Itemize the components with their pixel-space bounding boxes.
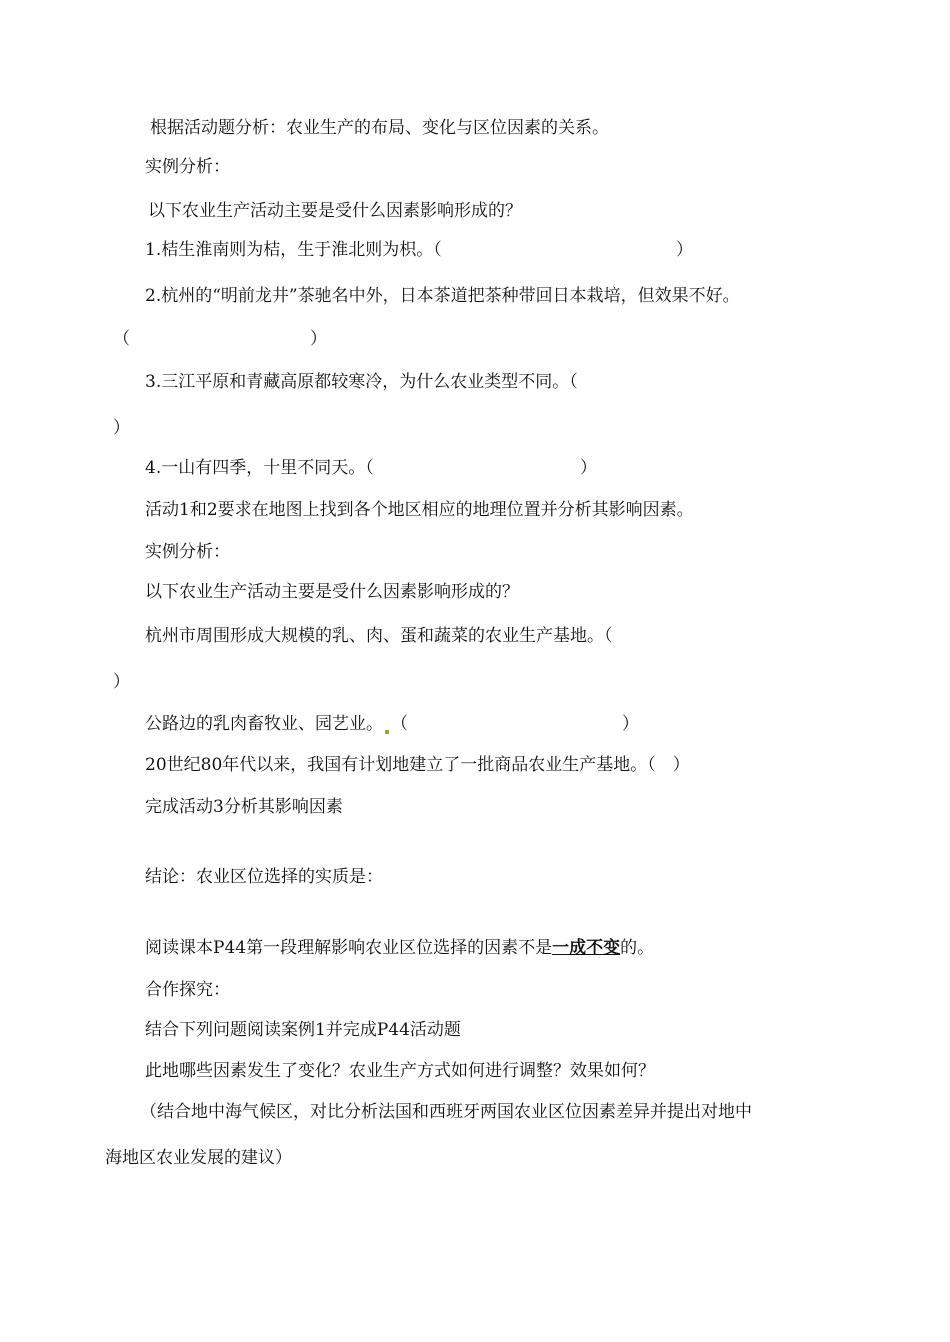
text-line-11: 杭州市周围形成大规模的乳、肉、蛋和蔬菜的农业生产基地。（: [145, 626, 613, 646]
paren-close-2: ）: [310, 329, 327, 349]
text-line-2: 实例分析：: [145, 157, 230, 177]
paren-close-5: ）: [113, 672, 130, 692]
text-line-5: 2.杭州的“明前龙井”茶驰名中外，日本茶道把茶种带回日本栽培，但效果不好。: [145, 286, 740, 306]
text-line-17: 合作探究：: [145, 980, 230, 1000]
text-line-19: 此地哪些因素发生了变化？农业生产方式如何进行调整？效果如何？: [145, 1061, 655, 1081]
paren-close-1: ）: [676, 240, 693, 260]
paren-close-4: ）: [580, 458, 597, 478]
paren-close-6: ）: [622, 714, 639, 734]
text-line-15: 结论：农业区位选择的实质是：: [145, 867, 383, 887]
text-line-3: 以下农业生产活动主要是受什么因素影响形成的？: [148, 201, 522, 221]
underlined-term: 一成不变: [552, 938, 621, 958]
text-line-12-label: 公路边的乳肉畜牧业、园艺业。: [145, 714, 383, 734]
text-line-8: 活动1和2要求在地图上找到各个地区相应的地理位置并分析其影响因素。: [145, 500, 694, 520]
text-line-20: （结合地中海气候区，对比分析法国和西班牙两国农业区位因素差异并提出对地中: [140, 1102, 752, 1122]
text-line-14: 完成活动3分析其影响因素: [145, 797, 343, 817]
text-line-7: 4.一山有四季，十里不同天。（: [145, 458, 374, 478]
text-line-16-label: 阅读课本P44第一段理解影响农业区位选择的因素不是: [145, 938, 553, 958]
text-line-16: [145, 936, 654, 960]
text-line-16-end: 的。: [620, 938, 655, 958]
text-line-18: 结合下列问题阅读案例1并完成P44活动题: [145, 1020, 461, 1040]
paren-open-2: （: [113, 329, 130, 349]
text-line-13: 20世纪80年代以来，我国有计划地建立了一批商品农业生产基地。（ ）: [145, 755, 690, 775]
text-line-1: 根据活动题分析：农业生产的布局、变化与区位因素的关系。: [150, 118, 609, 138]
text-line-12: [145, 712, 408, 736]
text-line-9: 实例分析：: [145, 542, 230, 562]
paren-close-3: ）: [113, 418, 130, 438]
text-line-21: 海地区农业发展的建议）: [105, 1148, 292, 1168]
text-line-6: 3.三江平原和青藏高原都较寒冷，为什么农业类型不同。（: [145, 372, 578, 392]
text-line-10: 以下农业生产活动主要是受什么因素影响形成的？: [145, 582, 519, 602]
text-line-4: 1.桔生淮南则为桔，生于淮北则为枳。（: [145, 240, 442, 260]
dot-mark: [385, 730, 389, 734]
paren-open-6: （: [391, 714, 408, 734]
